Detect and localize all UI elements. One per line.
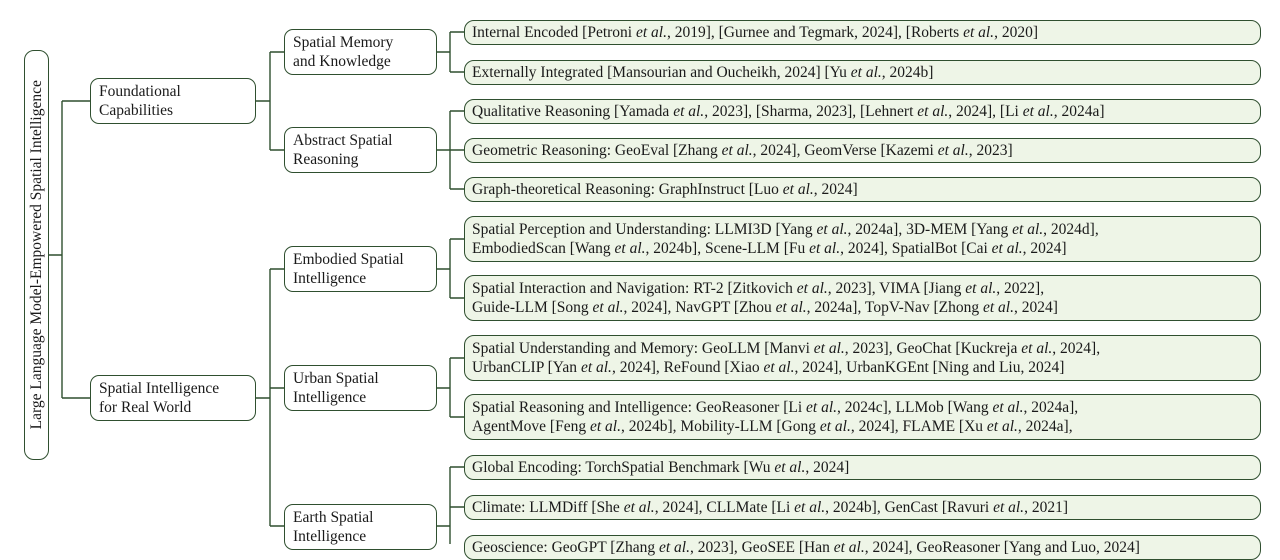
leaf-text bbox=[472, 279, 1058, 318]
node-label: Spatial Memory and Knowledge bbox=[293, 33, 394, 70]
leaf-line: Spatial Reasoning and Intelligence: GeoReasoner [Li et al., 2024c], LLMob [Wang et al., 2024a], bbox=[472, 398, 1079, 416]
leaf-text bbox=[472, 102, 1105, 122]
node-label: Spatial Intelligence for Real World bbox=[99, 379, 220, 416]
leaf-text bbox=[472, 538, 1140, 558]
leaf-internal-encoded bbox=[464, 20, 1261, 45]
node-earth-spatial-intelligence bbox=[284, 504, 437, 550]
leaf-line: Externally Integrated [Mansourian and Oucheikh, 2024] [Yu et al., 2024b] bbox=[472, 63, 934, 81]
node-embodied-spatial-intelligence bbox=[284, 246, 437, 292]
leaf-text bbox=[472, 220, 1099, 259]
leaf-spatial-reasoning-intelligence bbox=[464, 394, 1261, 440]
leaf-line: AgentMove [Feng et al., 2024b], Mobility-LLM [Gong et al., 2024], FLAME [Xu et al., 2024a], bbox=[472, 418, 1073, 435]
leaf-line: Guide-LLM [Song et al., 2024], NavGPT [Zhou et al., 2024a], TopV-Nav [Zhong et al., 2024] bbox=[472, 299, 1058, 316]
leaf-text bbox=[472, 498, 1068, 518]
leaf-graph-theoretical-reasoning bbox=[464, 177, 1261, 202]
leaf-line: Global Encoding: TorchSpatial Benchmark [Wu et al., 2024] bbox=[472, 458, 850, 476]
leaf-line: Geometric Reasoning: GeoEval [Zhang et al., 2024], GeomVerse [Kazemi et al., 2023] bbox=[472, 141, 1013, 159]
node-spatial-intelligence-real-world bbox=[90, 375, 256, 421]
leaf-text bbox=[472, 141, 1013, 161]
leaf-text bbox=[472, 23, 1038, 43]
leaf-global-encoding bbox=[464, 455, 1261, 480]
node-spatial-memory-knowledge bbox=[284, 29, 437, 75]
node-foundational-capabilities bbox=[90, 78, 256, 124]
leaf-line: Internal Encoded [Petroni et al., 2019], [Gurnee and Tegmark, 2024], [Roberts et al., 2020] bbox=[472, 23, 1038, 41]
leaf-text bbox=[472, 458, 849, 478]
leaf-spatial-interaction-navigation bbox=[464, 275, 1261, 321]
node-label: Foundational Capabilities bbox=[99, 82, 181, 119]
leaf-text bbox=[472, 63, 933, 83]
leaf-externally-integrated bbox=[464, 60, 1261, 85]
leaf-line: Qualitative Reasoning [Yamada et al., 2023], [Sharma, 2023], [Lehnert et al., 2024], [Li et al., 2024a] bbox=[472, 102, 1105, 120]
leaf-text bbox=[472, 339, 1100, 378]
leaf-geometric-reasoning bbox=[464, 138, 1261, 163]
node-urban-spatial-intelligence bbox=[284, 365, 437, 411]
node-label: Earth Spatial Intelligence bbox=[293, 508, 374, 545]
leaf-text bbox=[472, 180, 858, 200]
leaf-spatial-perception-understanding bbox=[464, 216, 1261, 262]
node-abstract-spatial-reasoning bbox=[284, 127, 437, 173]
node-label: Urban Spatial Intelligence bbox=[293, 369, 379, 406]
leaf-line: Geoscience: GeoGPT [Zhang et al., 2023], GeoSEE [Han et al., 2024], GeoReasoner [Yang and Luo, 2024] bbox=[472, 539, 1140, 556]
leaf-line: Graph-theoretical Reasoning: GraphInstruct [Luo et al., 2024] bbox=[472, 180, 858, 198]
leaf-line: Climate: LLMDiff [She et al., 2024], CLLMate [Li et al., 2024b], GenCast [Ravuri et al., 2021] bbox=[472, 498, 1068, 516]
leaf-line: EmbodiedScan [Wang et al., 2024b], Scene-LLM [Fu et al., 2024], SpatialBot [Cai et al., 2024] bbox=[472, 240, 1067, 257]
leaf-line: UrbanCLIP [Yan et al., 2024], ReFound [Xiao et al., 2024], UrbanKGEnt [Ning and Liu, 2024] bbox=[472, 359, 1065, 376]
leaf-line: Spatial Understanding and Memory: GeoLLM [Manvi et al., 2023], GeoChat [Kuckreja et al., 2024], bbox=[472, 339, 1101, 357]
leaf-line: Spatial Perception and Understanding: LLMI3D [Yang et al., 2024a], 3D-MEM [Yang et al., 2024d], bbox=[472, 220, 1099, 238]
leaf-text bbox=[472, 398, 1078, 437]
leaf-climate bbox=[464, 495, 1261, 520]
root-label: Large Language Model-Empowered Spatial Intelligence bbox=[27, 80, 45, 430]
leaf-qualitative-reasoning bbox=[464, 99, 1261, 124]
leaf-geoscience bbox=[464, 535, 1261, 560]
leaf-spatial-understanding-memory bbox=[464, 335, 1261, 381]
root-node bbox=[24, 50, 49, 460]
node-label: Abstract Spatial Reasoning bbox=[293, 131, 393, 168]
leaf-line: Spatial Interaction and Navigation: RT-2 [Zitkovich et al., 2023], VIMA [Jiang et al., 2022], bbox=[472, 279, 1045, 297]
node-label: Embodied Spatial Intelligence bbox=[293, 250, 404, 287]
